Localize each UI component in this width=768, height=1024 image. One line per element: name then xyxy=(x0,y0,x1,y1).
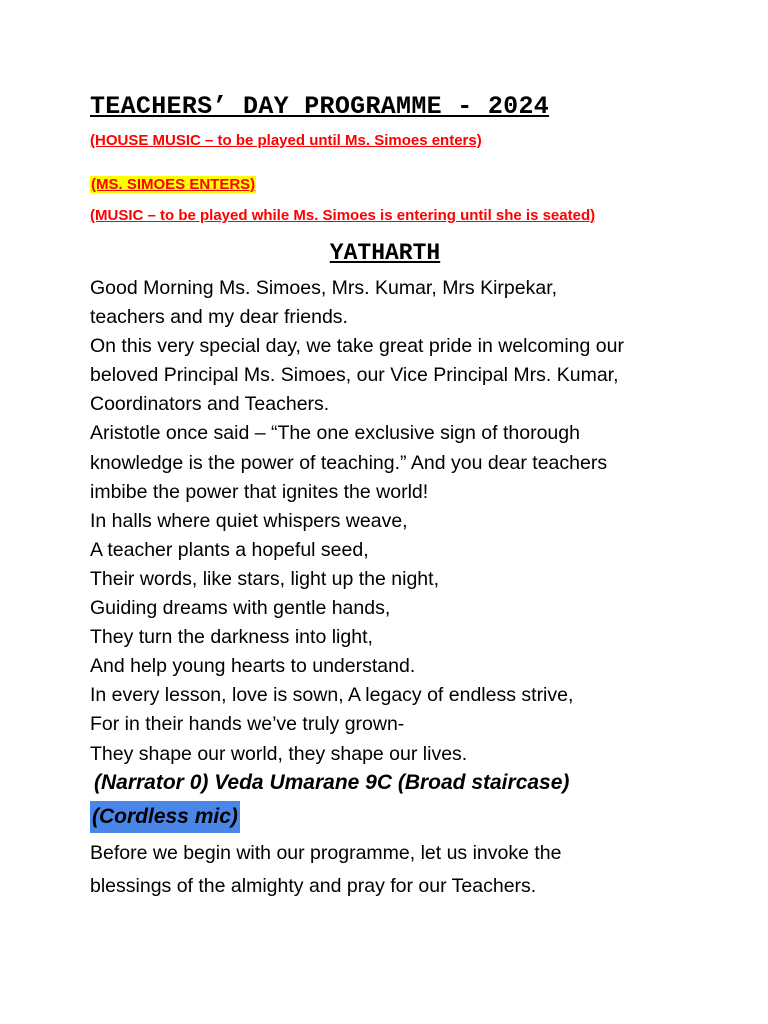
speech-body xyxy=(90,274,750,769)
closing-line: blessings of the almighty and pray for our Teachers. xyxy=(90,875,537,897)
closing-line: Before we begin with our programme, let us invoke the xyxy=(90,842,562,864)
speech-line: beloved Principal Ms. Simoes, our Vice Principal Mrs. Kumar, xyxy=(90,364,619,387)
cue-entry-music: (MUSIC – to be played while Ms. Simoes is entering until she is seated) xyxy=(90,207,596,224)
narrator-cue: (Narrator 0) Veda Umarane 9C (Broad staircase) xyxy=(94,771,570,794)
speaker-heading: YATHARTH xyxy=(329,240,441,266)
speech-line: They shape our world, they shape our lives. xyxy=(90,742,468,765)
page-title: TEACHERS’ DAY PROGRAMME - 2024 xyxy=(90,92,550,121)
speech-line: Aristotle once said – “The one exclusive sign of thorough xyxy=(90,422,580,445)
speech-line: For in their hands we’ve truly grown- xyxy=(90,713,405,736)
speech-line: In halls where quiet whispers weave, xyxy=(90,509,408,532)
speech-line: Guiding dreams with gentle hands, xyxy=(90,597,391,620)
speech-line: A teacher plants a hopeful seed, xyxy=(90,538,369,561)
mic-cue: (Cordless mic) xyxy=(90,801,240,833)
speech-line: In every lesson, love is sown, A legacy of endless strive, xyxy=(90,684,574,707)
speech-line: Coordinators and Teachers. xyxy=(90,393,330,416)
speech-line: They turn the darkness into light, xyxy=(90,626,373,649)
cue-principal-enters xyxy=(90,175,256,195)
speech-line: imbibe the power that ignites the world! xyxy=(90,480,429,503)
speech-line: knowledge is the power of teaching.” And you dear teachers xyxy=(90,451,608,474)
closing-text xyxy=(90,837,750,903)
cue-principal-enters-text: (MS. SIMOES ENTERS) xyxy=(91,176,256,193)
speech-line: On this very special day, we take great pride in welcoming our xyxy=(90,335,624,358)
speech-line: teachers and my dear friends. xyxy=(90,306,348,329)
speech-line: Good Morning Ms. Simoes, Mrs. Kumar, Mrs Kirpekar, xyxy=(90,277,558,299)
speech-line: And help young hearts to understand. xyxy=(90,655,416,678)
speech-line: Their words, like stars, light up the night, xyxy=(90,567,439,590)
cue-house-music: (HOUSE MUSIC – to be played until Ms. Simoes enters) xyxy=(90,132,482,149)
